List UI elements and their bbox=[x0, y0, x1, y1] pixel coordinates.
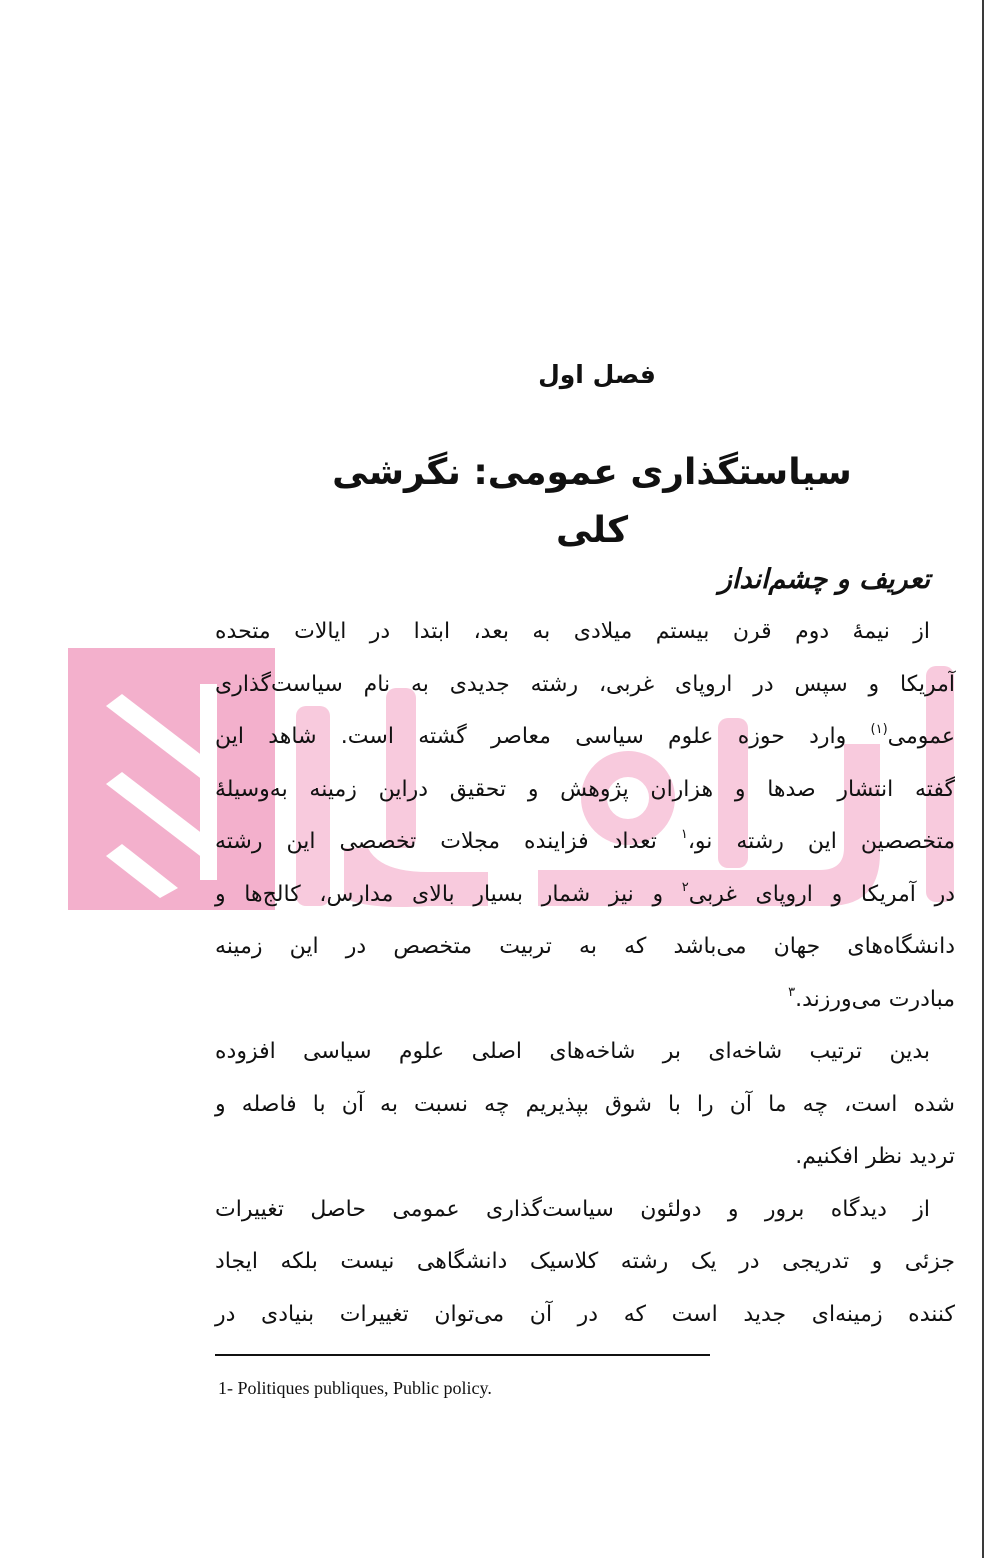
text-line bbox=[215, 659, 955, 712]
line-text: در آمریکا و اروپای غربی bbox=[688, 881, 955, 907]
body-text bbox=[215, 606, 955, 1341]
chapter-label: فصل اول bbox=[538, 360, 656, 389]
line-text: گفته انتشار صدها و هزاران پژوهش و تحقیق دراین زمینه به‌وسیلهٔ bbox=[215, 776, 955, 802]
endnote-marker: ۱ bbox=[680, 827, 688, 842]
text-line bbox=[215, 606, 955, 659]
text-line bbox=[215, 921, 955, 974]
line-text: بدین ترتیب شاخه‌ای بر شاخه‌های اصلی علوم سیاسی افزوده bbox=[215, 1039, 930, 1064]
line-text: جزئی و تدریجی در یک رشته کلاسیک دانشگاهی نیست بلکه ایجاد bbox=[215, 1249, 955, 1274]
text-line bbox=[215, 816, 955, 869]
text-line bbox=[215, 764, 955, 817]
endnote-marker: ۲ bbox=[681, 879, 689, 895]
text-line bbox=[215, 1131, 955, 1184]
text-line bbox=[215, 1236, 955, 1289]
text-line bbox=[215, 869, 955, 922]
line-text: آمریکا و سپس در اروپای غربی، رشته جدیدی به نام سیاست‌گذاری bbox=[215, 671, 955, 697]
footnote-divider bbox=[215, 1354, 710, 1356]
line-text: متخصصین این رشته نو، bbox=[687, 829, 955, 854]
line-text: وارد حوزه علوم سیاسی معاصر گشته است. شاهد این bbox=[215, 724, 871, 749]
line-text: شده است، چه ما آن را با شوق بپذیریم چه نسبت به آن با فاصله و bbox=[215, 1091, 955, 1117]
line-text: دانشگاه‌های جهان می‌باشد که به تربیت متخصص در این زمینه bbox=[215, 934, 955, 959]
page-edge-line bbox=[982, 0, 984, 1558]
text-line bbox=[215, 1289, 955, 1342]
footnote-marker: (۱) bbox=[870, 722, 888, 737]
text-line bbox=[215, 1184, 955, 1237]
line-text: تردید نظر افکنیم. bbox=[795, 1144, 955, 1169]
chapter-title: سیاستگذاری عمومی: نگرشی کلی bbox=[332, 452, 852, 551]
text-line bbox=[215, 1026, 955, 1079]
line-text: مبادرت می‌ورزند. bbox=[795, 986, 955, 1012]
footnote: 1- Politiques publiques, Public policy. bbox=[218, 1378, 492, 1398]
text-line bbox=[215, 711, 955, 764]
endnote-marker: ۳ bbox=[788, 984, 796, 1000]
line-text: کننده زمینه‌ای جدید است که در آن می‌توان تغییرات بنیادی در bbox=[215, 1301, 955, 1327]
line-text: و نیز شمار بسیار بالای مدارس، کالج‌ها و bbox=[215, 881, 682, 907]
section-heading: تعریف و چشم‌انداز bbox=[718, 564, 930, 595]
line-text: تعداد فزاینده مجلات تخصصی این رشته bbox=[215, 829, 681, 854]
line-text: از نیمهٔ دوم قرن بیستم میلادی به بعد، ابتدا در ایالات متحده bbox=[215, 619, 930, 644]
text-line bbox=[215, 1079, 955, 1132]
text-line bbox=[215, 974, 955, 1027]
line-text: از دیدگاه برور و دولئون سیاست‌گذاری عمومی حاصل تغییرات bbox=[215, 1196, 930, 1222]
line-text: عمومی bbox=[887, 724, 955, 749]
